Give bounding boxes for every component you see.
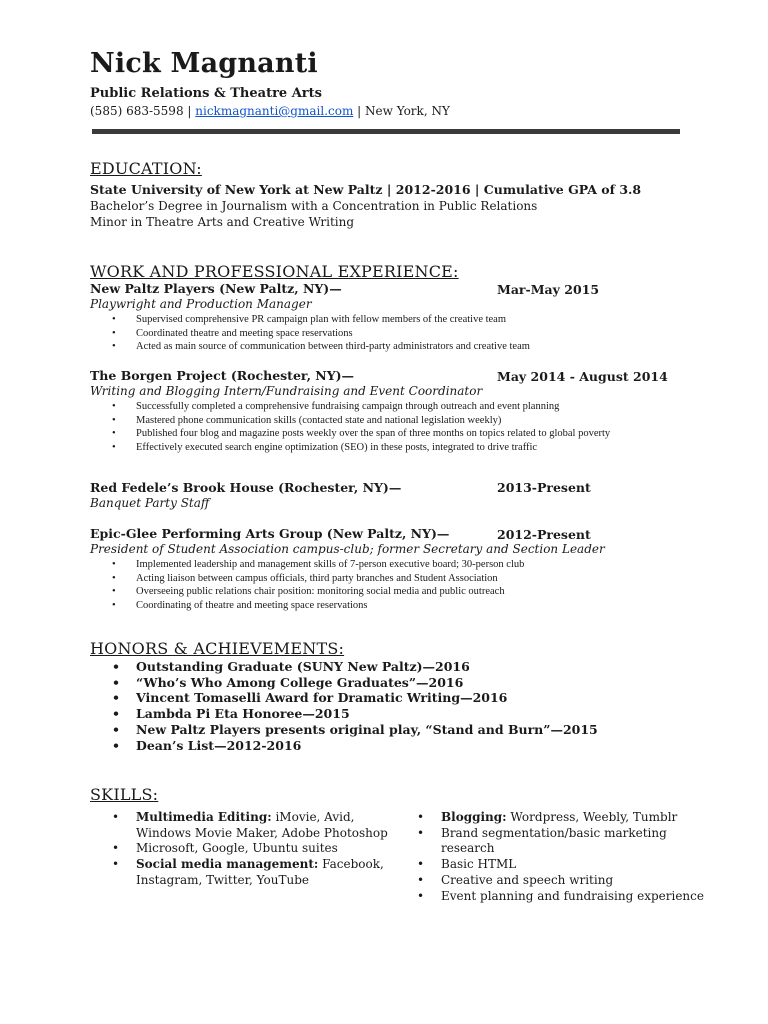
skill-detail: Windows Movie Maker, Adobe Photoshop (136, 825, 388, 840)
job-role: Playwright and Production Manager (90, 297, 312, 311)
list-item: • Published four blog and magazine posts weekly over the span of three months on topics related to global poverty (136, 427, 610, 441)
job-bullets (136, 558, 524, 612)
skills-heading: SKILLS: (90, 785, 159, 804)
job-employer: The Borgen Project (Rochester, NY)— (90, 368, 355, 383)
skill-lead: Blogging: (441, 810, 507, 824)
skill-software: • Microsoft, Google, Ubuntu suites (136, 841, 388, 857)
list-item: • Outstanding Graduate (SUNY New Paltz)—2016 (136, 659, 598, 675)
skill-lead: Multimedia Editing: (136, 810, 272, 824)
skill-continuation (136, 826, 388, 842)
job-bullets (136, 313, 530, 354)
skill-events: • Event planning and fundraising experience (441, 889, 704, 905)
skill-html: • Basic HTML (441, 857, 704, 873)
list-item: • “Who’s Who Among College Graduates”—2016 (136, 675, 598, 691)
skill-detail: iMovie, Avid, (271, 810, 355, 824)
job-employer: New Paltz Players (New Paltz, NY)— (90, 281, 342, 296)
job-dates: 2013-Present (497, 480, 591, 495)
contact-line (90, 104, 450, 118)
location: | New York, NY (353, 104, 450, 118)
email-link[interactable]: nickmagnanti@gmail.com (195, 104, 354, 118)
list-item: • Dean’s List—2012-2016 (136, 738, 598, 754)
list-item: • Coordinated theatre and meeting space reservations (136, 327, 530, 341)
skill-multimedia (136, 810, 388, 826)
list-item: • Implemented leadership and management skills of 7-person executive board; 30-person club (136, 558, 524, 572)
list-item: • Mastered phone communication skills (contacted state and national legislation weekly) (136, 414, 610, 428)
job-role: Banquet Party Staff (90, 496, 210, 510)
education-degree: Bachelor’s Degree in Journalism with a Concentration in Public Relations (90, 199, 538, 213)
list-item: • Acting liaison between campus officials, third party branches and Student Association (136, 572, 524, 586)
skill-social-media (136, 857, 388, 873)
header-divider (92, 129, 680, 134)
skill-detail: Instagram, Twitter, YouTube (136, 872, 310, 887)
job-employer: Epic-Glee Performing Arts Group (New Paltz, NY)— (90, 526, 450, 541)
candidate-subtitle: Public Relations & Theatre Arts (90, 86, 322, 101)
skill-blogging (441, 810, 704, 826)
job-role: President of Student Association campus-club; former Secretary and Section Leader (90, 542, 605, 556)
skill-continuation: research (441, 841, 495, 856)
list-item: • New Paltz Players presents original play, “Stand and Burn”—2015 (136, 722, 598, 738)
list-item: • Vincent Tomaselli Award for Dramatic Writing—2016 (136, 690, 598, 706)
skill-lead: Social media management: (136, 857, 319, 872)
list-item: • Effectively executed search engine optimization (SEO) in these posts, integrated to drive traffic (136, 441, 610, 455)
job-dates: Mar-May 2015 (497, 282, 600, 297)
job-dates: May 2014 - August 2014 (497, 369, 668, 384)
skills-right-list (441, 810, 704, 904)
list-item: • Acted as main source of communication between third-party administrators and creative team (136, 340, 530, 354)
list-item: • Successfully completed a comprehensive fundraising campaign through outreach and event planning (136, 400, 610, 414)
education-heading: EDUCATION: (90, 159, 202, 178)
skills-left-list (136, 810, 388, 889)
list-item: • Overseeing public relations chair position: monitoring social media and public outreach (136, 585, 524, 599)
education-school: State University of New York at New Paltz | 2012-2016 | Cumulative GPA of 3.8 (90, 182, 642, 197)
list-item: • Supervised comprehensive PR campaign plan with fellow members of the creative team (136, 313, 530, 327)
skill-detail: Wordpress, Weebly, Tumblr (506, 810, 678, 824)
job-dates: 2012-Present (497, 527, 591, 542)
phone-number: (585) 683-5598 | (90, 104, 196, 118)
list-item: • Coordinating of theatre and meeting space reservations (136, 599, 524, 613)
skill-detail: Facebook, (318, 857, 384, 872)
experience-heading: WORK AND PROFESSIONAL EXPERIENCE: (90, 262, 459, 281)
skill-continuation (136, 873, 388, 889)
education-minor: Minor in Theatre Arts and Creative Writing (90, 215, 355, 229)
list-item: • Lambda Pi Eta Honoree—2015 (136, 706, 598, 722)
skill-writing: • Creative and speech writing (441, 873, 704, 889)
candidate-name: Nick Magnanti (90, 48, 318, 79)
job-employer: Red Fedele’s Brook House (Rochester, NY)— (90, 480, 402, 495)
honors-heading: HONORS & ACHIEVEMENTS: (90, 639, 345, 658)
job-role: Writing and Blogging Intern/Fundraising and Event Coordinator (90, 384, 483, 398)
honors-list (136, 659, 598, 753)
job-bullets (136, 400, 610, 454)
skill-brand: • Brand segmentation/basic marketing (441, 826, 704, 842)
